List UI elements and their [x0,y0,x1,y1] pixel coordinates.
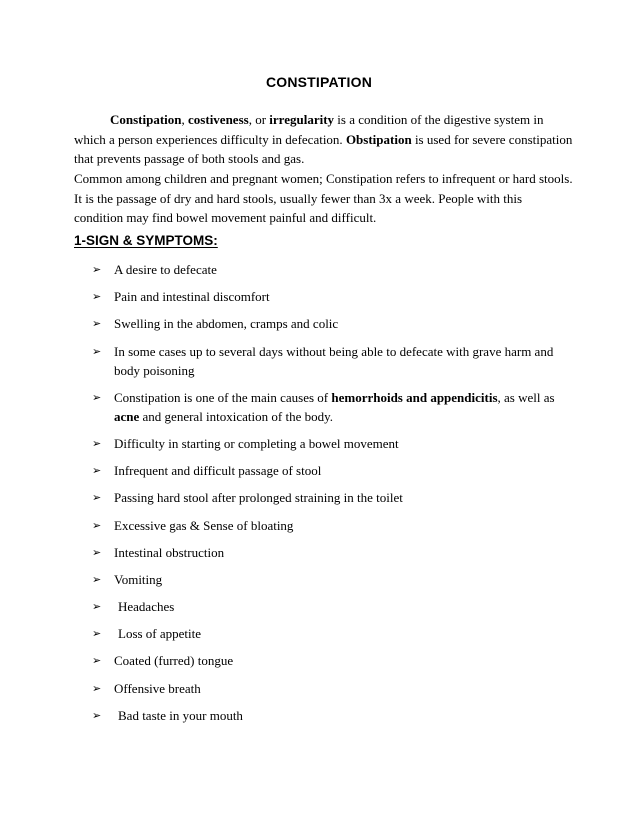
arrow-bullet-icon: ➢ [92,654,102,668]
text-run: and general intoxication of the body. [139,408,334,424]
arrow-bullet-icon: ➢ [92,464,102,478]
text-run: , or [248,112,270,127]
arrow-bullet-icon: ➢ [92,263,102,276]
arrow-bullet-icon: ➢ [92,290,102,304]
text-run: , as well as [497,389,555,405]
arrow-bullet-icon: ➢ [92,344,102,358]
list-item-text: Offensive breath [114,680,201,696]
arrow-bullet-icon: ➢ [92,518,102,532]
arrow-bullet-icon: ➢ [92,317,102,331]
list-item-text: Coated (furred) tongue [114,653,234,669]
list-item [92,624,574,643]
term-irregularity: irregularity [269,112,335,127]
arrow-bullet-icon: ➢ [92,708,102,722]
list-item-text: Pain and intestinal discomfort [114,289,270,305]
list-item-text: In some cases up to several days without being able to defecate with grave harm and body poisoning [114,343,554,378]
document-title: CONSTIPATION [265,74,373,90]
list-item-text: Loss of appetite [118,626,202,642]
list-item [92,314,574,333]
list-item [92,516,574,535]
list-item-text: Bad taste in your mouth [118,707,243,723]
list-item-text: Intestinal obstruction [114,544,225,560]
list-item [92,461,574,480]
list-item-text: Infrequent and difficult passage of stool [114,463,322,479]
list-item [92,388,574,426]
list-item [92,543,574,562]
list-item-text: Swelling in the abdomen, cramps and colic [114,316,339,332]
list-item-text: Headaches [118,599,175,615]
term-costiveness: costiveness [188,112,249,127]
list-item [92,651,574,670]
text-run: is a condition of the digestive system in which a person experiences difficulty in defecation. [74,112,544,147]
section-heading-signs-symptoms: 1-SIGN & SYMPTOMS: [74,233,218,248]
list-item-text: Vomiting [114,571,163,587]
arrow-bullet-icon: ➢ [92,390,102,404]
list-item [92,488,574,507]
text-run: is used for severe constipation that prevents passage of both stools and gas. [74,131,573,166]
list-item [92,706,574,725]
list-item [92,570,574,589]
list-item [92,260,574,279]
list-item [92,434,574,453]
term-acne: acne [114,408,140,424]
term-obstipation: Obstipation [345,131,412,147]
text-run: , [181,112,189,127]
list-item-text [114,390,555,424]
list-item [92,287,574,306]
arrow-bullet-icon: ➢ [92,627,102,641]
list-item-text: Passing hard stool after prolonged straining in the toilet [114,490,403,506]
arrow-bullet-icon: ➢ [92,572,102,586]
list-item-text: Excessive gas & Sense of bloating [114,517,294,533]
list-item-text: A desire to defecate [114,262,217,277]
term-constipation: Constipation [110,112,182,127]
term-hemorrhoids-appendicitis: hemorrhoids and appendicitis [331,389,498,405]
arrow-bullet-icon: ➢ [92,436,102,450]
intro-paragraph-1 [74,110,574,169]
list-item [92,342,574,380]
arrow-bullet-icon: ➢ [92,545,102,559]
arrow-bullet-icon: ➢ [92,491,102,505]
arrow-bullet-icon: ➢ [92,681,102,695]
list-item-text: Difficulty in starting or completing a bowel movement [114,435,399,451]
text-run: Constipation is one of the main causes of [114,389,332,405]
list-item [92,679,574,698]
list-item [92,597,574,616]
intro-paragraph-2: Common among children and pregnant women; Constipation refers to infrequent or hard stools. It is the passage of dry and hard stools, usually fewer than 3x a week. People with this condition may find bowel movement painful and difficult. [74,171,573,225]
arrow-bullet-icon: ➢ [92,600,102,614]
symptom-list [92,260,574,733]
